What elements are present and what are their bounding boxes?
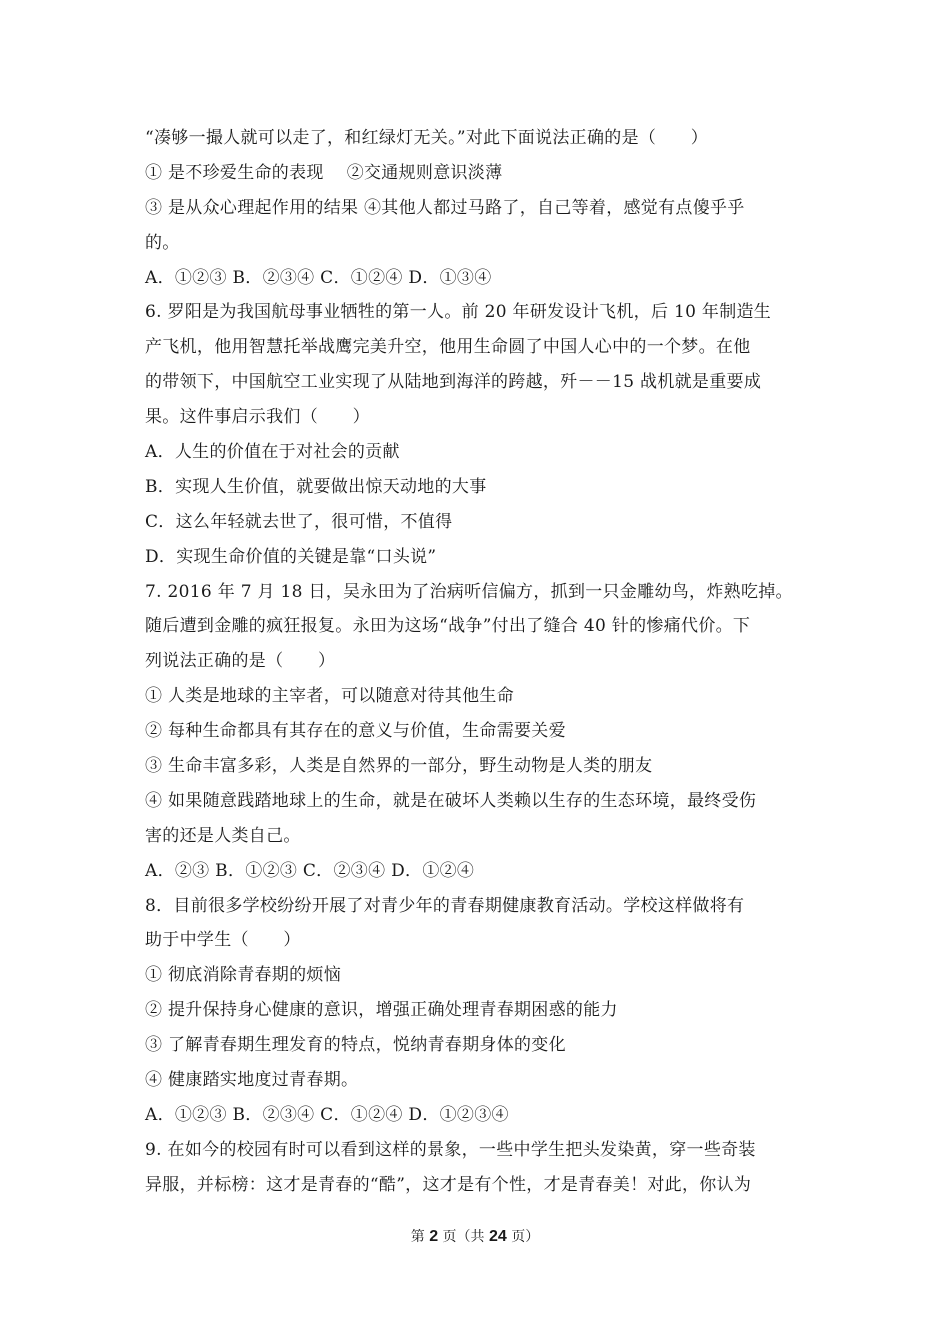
statement-2: ② 每种生命都具有其存在的意义与价值，生命需要关爱 xyxy=(145,721,566,742)
statement-2: ② 提升保持身心健康的意识，增强正确处理青春期困惑的能力 xyxy=(145,1000,618,1021)
text-line: 害的还是人类自己。 xyxy=(145,825,301,846)
footer-suffix: 页） xyxy=(511,1229,540,1245)
text-line: ① 是不珍爱生命的表现 ②交通规则意识淡薄 xyxy=(145,162,503,183)
option-a: A．人生的价值在于对社会的贡献 xyxy=(145,442,400,463)
text-line: 的。 xyxy=(145,232,180,253)
option-c: C．这么年轻就去世了，很可惜，不值得 xyxy=(145,511,453,532)
footer-prefix: 第 xyxy=(410,1229,425,1245)
question-7: 7. 2016 年 7 月 18 日，吴永田为了治病听信偏方，抓到一只金雕幼鸟，炸熟吃掉。 xyxy=(145,581,793,602)
text-line: ③ 是从众心理起作用的结果 ④其他人都过马路了，自己等着，感觉有点傻乎乎 xyxy=(145,197,745,218)
option-b: B．实现人生价值，就要做出惊天动地的大事 xyxy=(145,476,487,497)
page-total: 24 xyxy=(489,1228,507,1245)
page-number: 2 xyxy=(429,1228,439,1245)
text-line: “凑够一撮人就可以走了，和红绿灯无关。”对此下面说法正确的是（ ） xyxy=(145,128,709,148)
answer-options: A．②③ B．①②③ C．②③④ D．①②④ xyxy=(145,860,475,881)
question-9: 9. 在如今的校园有时可以看到这样的景象，一些中学生把头发染黄，穿一些奇装 xyxy=(145,1139,756,1160)
question-8: 8．目前很多学校纷纷开展了对青少年的青春期健康教育活动。学校这样做将有 xyxy=(145,895,745,916)
text-line: 的带领下，中国航空工业实现了从陆地到海洋的跨越，歼－－15 战机就是重要成 xyxy=(145,372,762,393)
statement-4: ④ 健康踏实地度过青春期。 xyxy=(145,1070,359,1091)
text-line: 列说法正确的是（ ） xyxy=(145,651,336,672)
footer-mid: 页（共 xyxy=(442,1229,485,1245)
text-line: 随后遭到金雕的疯狂报复。永田为这场“战争”付出了缝合 40 针的惨痛代价。下 xyxy=(145,616,751,637)
statement-3: ③ 了解青春期生理发育的特点，悦纳青春期身体的变化 xyxy=(145,1035,566,1056)
answer-options: A．①②③ B．②③④ C．①②④ D．①②③④ xyxy=(145,1104,509,1125)
text-line: 果。这件事启示我们（ ） xyxy=(145,407,370,428)
document-body xyxy=(145,121,810,1203)
text-line: 产飞机，他用智慧托举战鹰完美升空，他用生命圆了中国人心中的一个梦。在他 xyxy=(145,337,751,358)
option-d: D．实现生命价值的关键是靠“口头说” xyxy=(145,546,437,567)
question-6: 6. 罗阳是为我国航母事业牺牲的第一人。前 20 年研发设计飞机，后 10 年制造生 xyxy=(145,302,772,323)
text-line: 助于中学生（ ） xyxy=(145,930,301,951)
statement-3: ③ 生命丰富多彩，人类是自然界的一部分，野生动物是人类的朋友 xyxy=(145,756,653,777)
page-footer xyxy=(0,1226,950,1246)
statement-4: ④ 如果随意践踏地球上的生命，就是在破坏人类赖以生存的生态环境，最终受伤 xyxy=(145,790,757,811)
statement-1: ① 彻底消除青春期的烦恼 xyxy=(145,965,342,986)
text-line: 异服，并标榜：这才是青春的“酷”，这才是有个性，才是青春美！对此，你认为 xyxy=(145,1174,752,1195)
statement-1: ① 人类是地球的主宰者，可以随意对待其他生命 xyxy=(145,686,515,707)
answer-options: A．①②③ B．②③④ C．①②④ D．①③④ xyxy=(145,267,492,288)
